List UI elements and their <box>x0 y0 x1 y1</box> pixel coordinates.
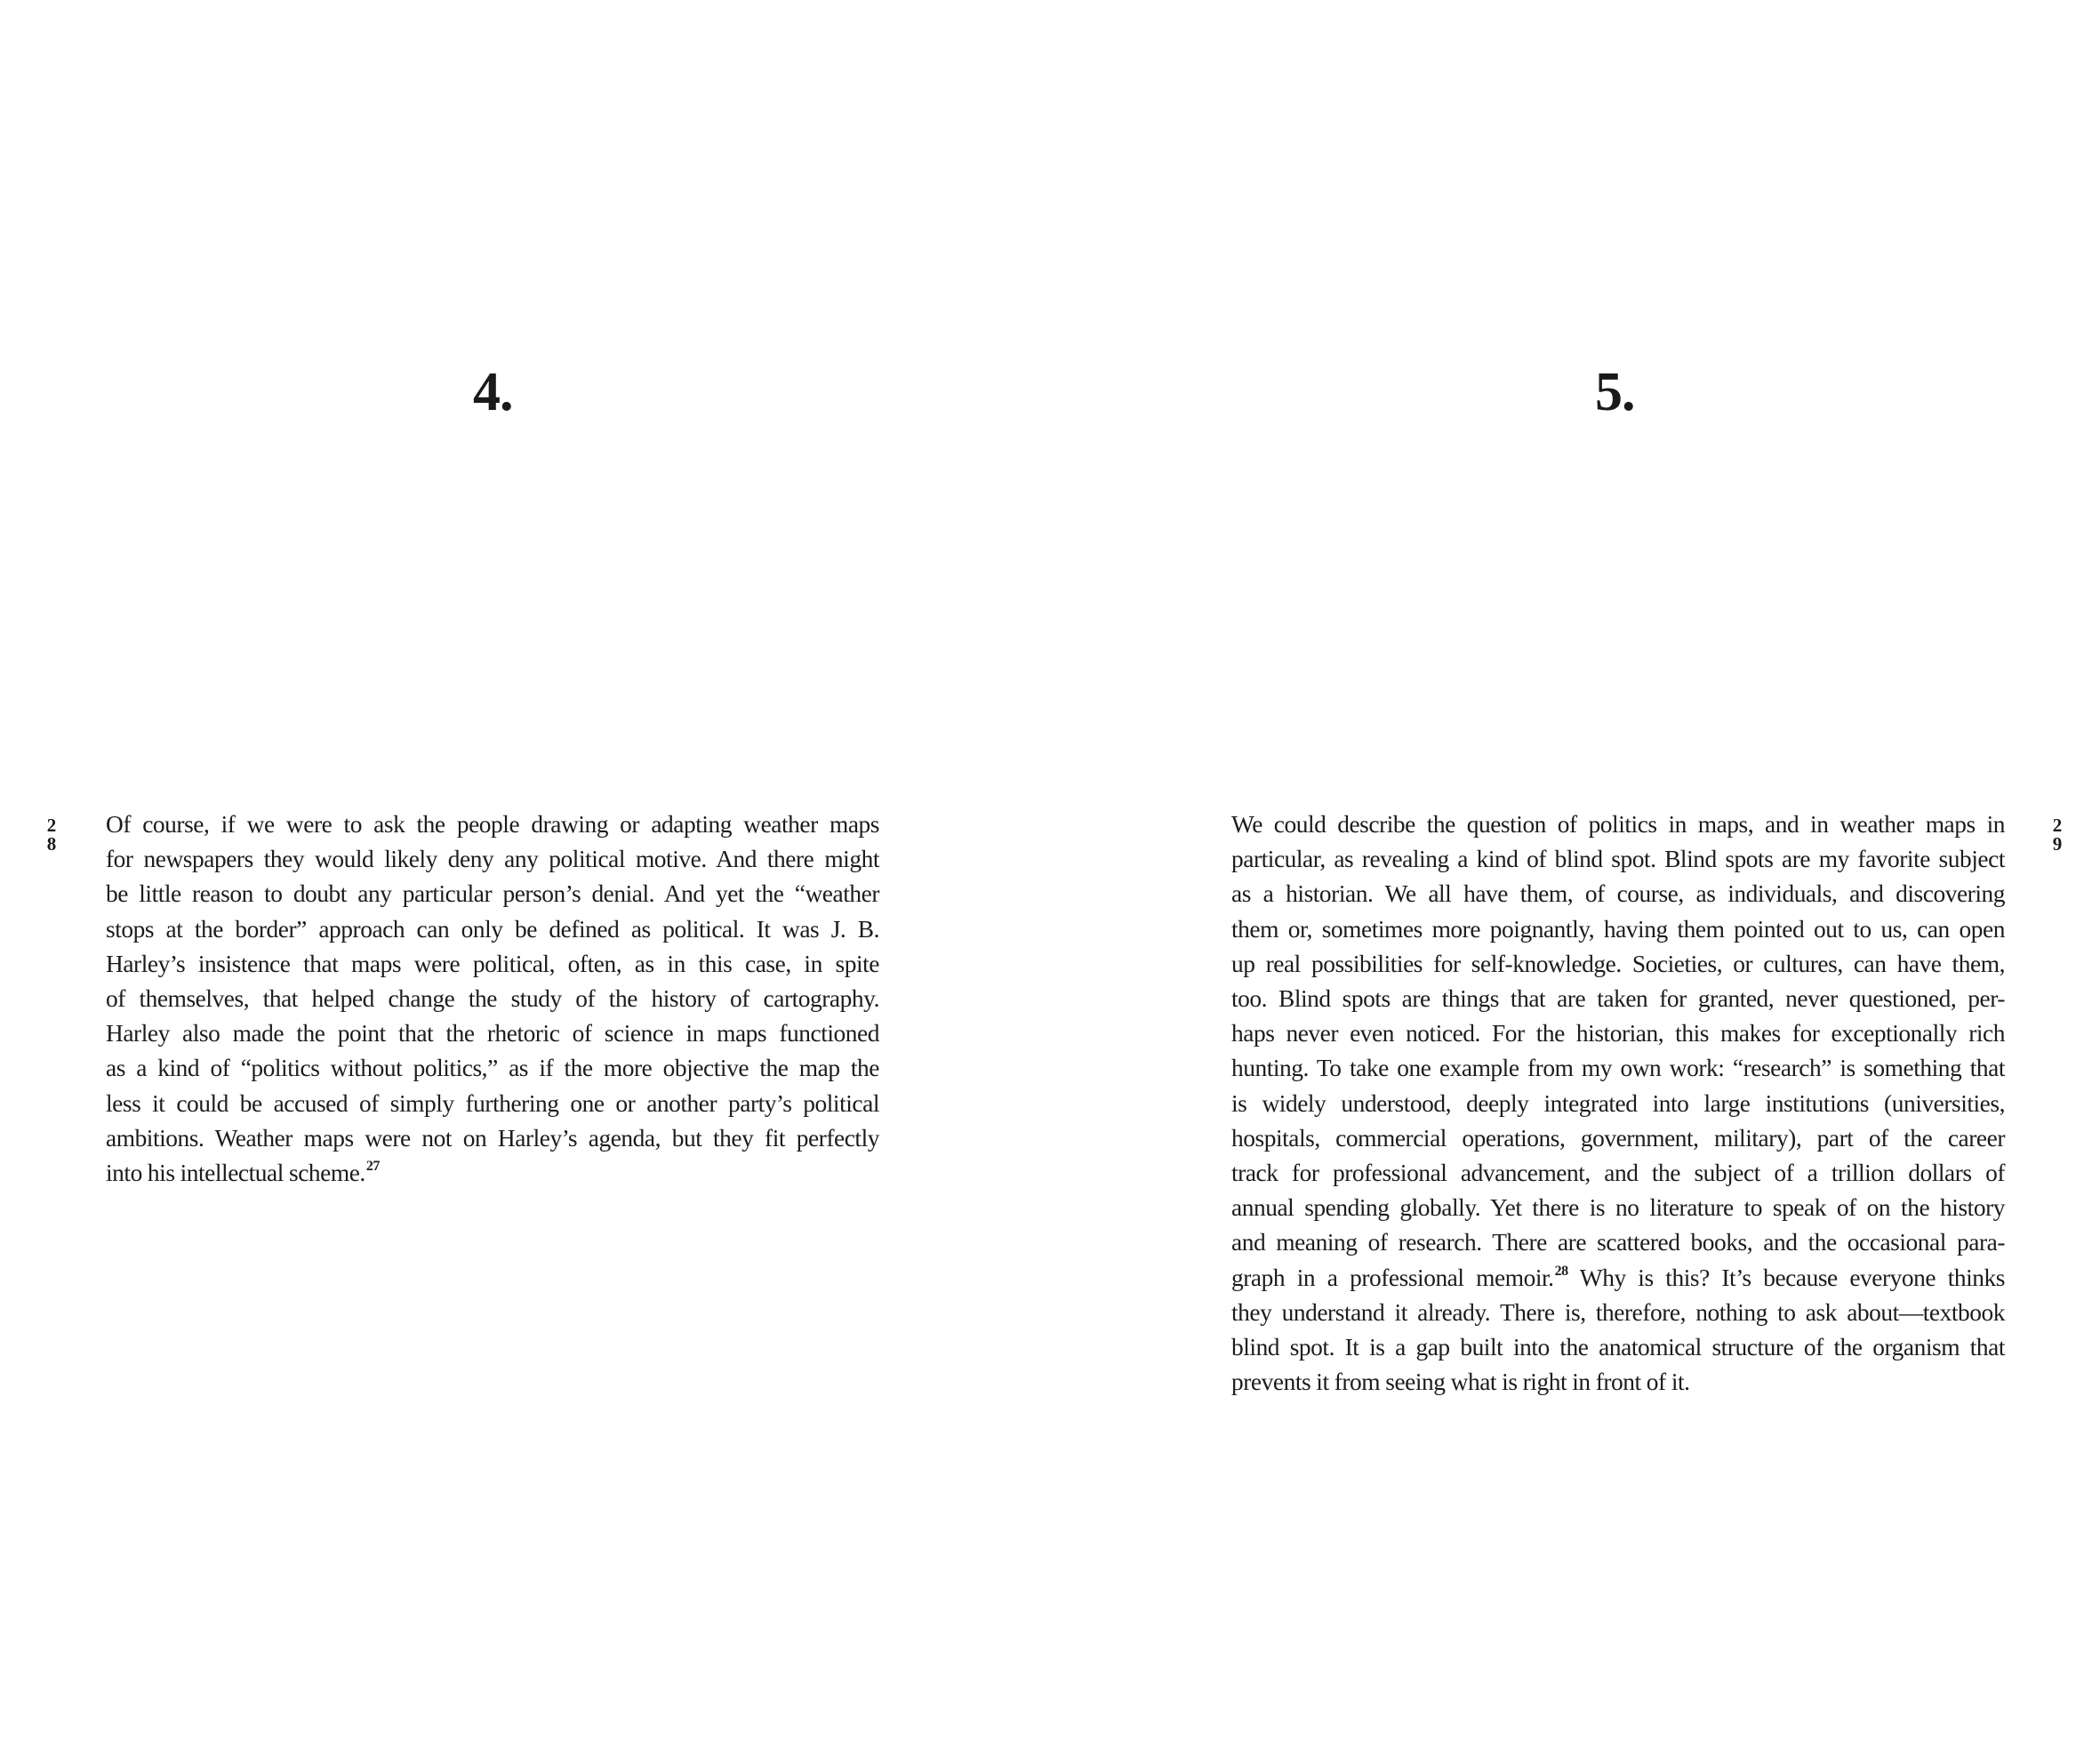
text-line: prevents it from seeing what is right in front of it. <box>1231 1369 1690 1396</box>
text-line: Harley also made the point that the rhetoric of science in maps functioned <box>106 1020 879 1048</box>
text-line: they understand it already. There is, therefore, nothing to ask about—textbook <box>1231 1298 2005 1326</box>
section-number: 4. <box>473 362 513 422</box>
text-line: be little reason to doubt any particular person’s denial. And yet the “weather <box>106 880 879 908</box>
text-line: blind spot. It is a gap built into the anatomical structure of the organism that <box>1231 1334 2005 1361</box>
page-number-digit: 2 <box>2052 815 2063 836</box>
text-line <box>106 1156 879 1191</box>
text-line: and meaning of research. There are scattered books, and the occasional para- <box>1231 1229 2005 1256</box>
text-line: less it could be accused of simply furthering one or another party’s political <box>106 1089 879 1117</box>
right-page <box>1050 0 2100 1750</box>
body-paragraph <box>106 807 879 1191</box>
text-line: too. Blind spots are things that are taken for granted, never questioned, per- <box>1231 985 2005 1013</box>
text-line: Harley’s insistence that maps were political, often, as in this case, in spite <box>106 950 879 977</box>
text-run: into his intellectual scheme. <box>106 1160 365 1187</box>
text-line: stops at the border” approach can only be defined as political. It was J. B. <box>106 915 879 943</box>
text-line: of themselves, that helped change the study of the history of cartography. <box>106 985 879 1013</box>
text-line <box>1231 1261 2005 1296</box>
text-line: hospitals, commercial operations, government, military), part of the career <box>1231 1124 2005 1152</box>
footnote-reference[interactable]: 27 <box>365 1159 380 1175</box>
text-line: ambitions. Weather maps were not on Harley’s agenda, but they fit perfectly <box>106 1124 879 1152</box>
text-run: graph in a professional memoir. <box>1231 1264 1554 1291</box>
page-number-digit: 8 <box>46 833 57 855</box>
footnote-reference[interactable]: 28 <box>1554 1263 1568 1279</box>
text-run: Why is this? It’s because everyone thinks <box>1567 1264 2006 1291</box>
page-number <box>43 816 60 854</box>
text-line: as a kind of “politics without politics,” as if the more objective the map the <box>106 1055 879 1082</box>
text-line: annual spending globally. Yet there is no literature to speak of on the history <box>1231 1194 2005 1222</box>
text-line: particular, as revealing a kind of blind spot. Blind spots are my favorite subject <box>1231 846 2005 873</box>
section-number: 5. <box>1595 362 1635 422</box>
page-number <box>2048 816 2066 854</box>
text-line: Of course, if we were to ask the people drawing or adapting weather maps <box>106 811 879 838</box>
text-line: them or, sometimes more poignantly, having them pointed out to us, can open <box>1231 915 2005 943</box>
text-line: up real possibilities for self-knowledge. Societies, or cultures, can have them, <box>1231 950 2005 977</box>
text-line: is widely understood, deeply integrated into large institutions (universities, <box>1231 1089 2005 1117</box>
text-line: hunting. To take one example from my own work: “research” is something that <box>1231 1055 2005 1082</box>
text-line: as a historian. We all have them, of course, as individuals, and discovering <box>1231 880 2005 908</box>
page-number-digit: 2 <box>46 815 57 836</box>
text-line: We could describe the question of politics in maps, and in weather maps in <box>1231 811 2005 838</box>
text-line: haps never even noticed. For the historian, this makes for exceptionally rich <box>1231 1020 2005 1048</box>
body-paragraph <box>1231 807 2005 1400</box>
text-line: track for professional advancement, and the subject of a trillion dollars of <box>1231 1160 2005 1187</box>
text-line: for newspapers they would likely deny any political motive. And there might <box>106 846 879 873</box>
page-number-digit: 9 <box>2052 833 2063 855</box>
